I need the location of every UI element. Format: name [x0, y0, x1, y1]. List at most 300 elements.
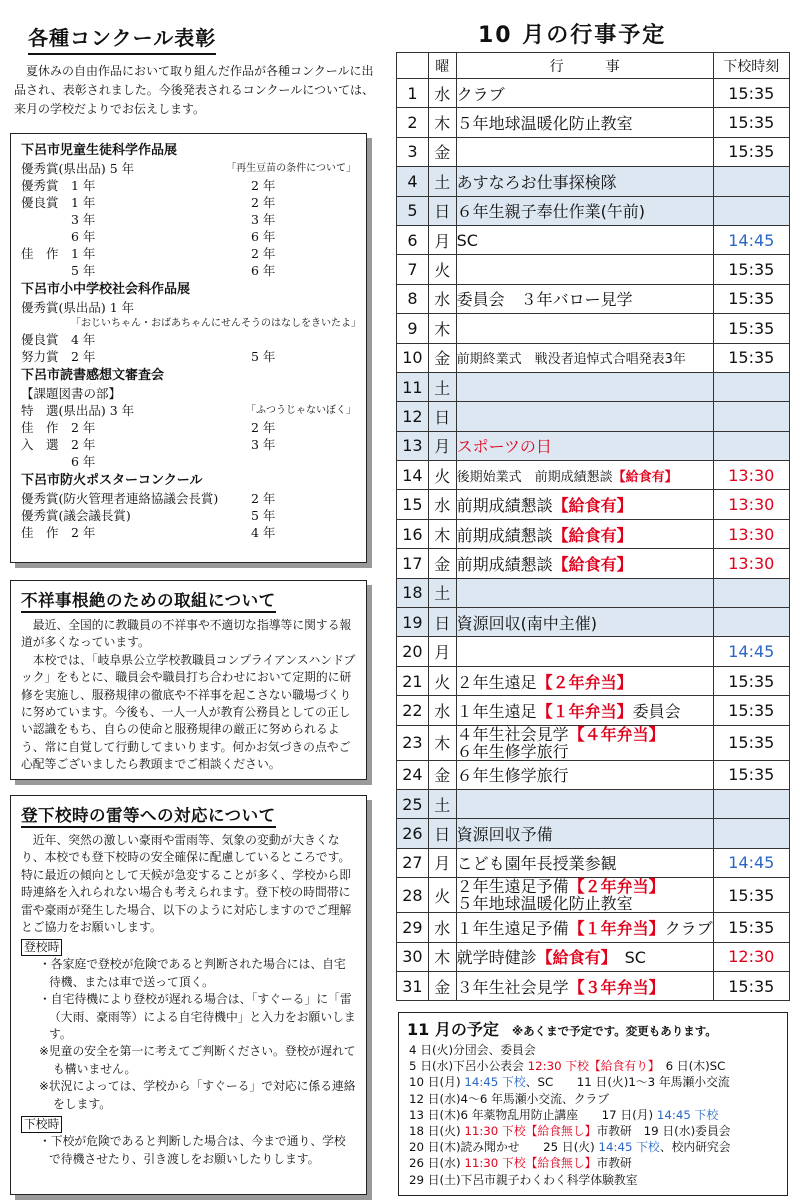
event-text: クラブ: [664, 918, 713, 938]
day-number: 31: [397, 971, 429, 1000]
award-entry: [141, 453, 251, 470]
event-cell: [456, 608, 713, 637]
event-line: [457, 743, 713, 760]
november-text: 10 日(月): [409, 1075, 465, 1090]
dismissal-time: 14:45: [713, 225, 789, 254]
award-entry: 佳 作 1 年: [21, 246, 96, 261]
november-item: [409, 1172, 779, 1188]
event-text: ６年生修学旅行: [456, 741, 569, 761]
day-number: 9: [397, 314, 429, 343]
award-row: [21, 160, 356, 177]
award-entry: 6 年: [251, 229, 276, 244]
weekday: 金: [428, 343, 456, 372]
weekday: 金: [428, 137, 456, 166]
november-item: [409, 1155, 779, 1171]
event-text: 【１年弁当】: [536, 701, 633, 721]
schedule-row: [397, 608, 790, 637]
event-cell: [456, 137, 713, 166]
november-text: 12:30 下校【給食有り】: [527, 1059, 654, 1074]
event-cell: [456, 696, 713, 725]
november-item: [409, 1123, 779, 1139]
event-text: ５年地球温暖化防止教室: [456, 894, 633, 914]
award-work-title: 「再生豆苗の条件について」: [226, 163, 356, 174]
award-row: [21, 245, 356, 262]
award-entry: 優秀賞(防火管理者連絡協議会長賞): [21, 491, 219, 506]
award-row: [21, 228, 356, 245]
award-row: [21, 490, 356, 507]
day-number: 14: [397, 461, 429, 490]
dismissal-time: 14:45: [713, 637, 789, 666]
event-text: ６年生修学旅行: [456, 766, 569, 786]
award-entry: 優秀賞 1 年: [21, 178, 96, 193]
november-text: 29 日(土)下呂市親子わくわく科学体験教室: [409, 1172, 638, 1187]
leaving-school-label: 下校時: [21, 1116, 62, 1133]
day-number: 29: [397, 913, 429, 942]
weekday: 月: [428, 225, 456, 254]
event-cell: [456, 372, 713, 401]
award-entry: 努力賞 2 年: [21, 349, 96, 364]
day-number: 28: [397, 878, 429, 913]
dismissal-time: [713, 578, 789, 607]
award-row: [21, 194, 356, 211]
award-row: [21, 436, 356, 453]
day-number: 25: [397, 789, 429, 818]
schedule-row: [397, 878, 790, 913]
november-text: 14:45 下校: [656, 1107, 719, 1122]
award-group-title: 下呂市小中学校社会科作品展: [21, 282, 191, 297]
header-event: 行 事: [456, 53, 713, 79]
schedule-row: [397, 913, 790, 942]
schedule-row: [397, 725, 790, 760]
award-entry: [141, 211, 251, 228]
awards-box: [10, 133, 367, 563]
schedule-row: [397, 637, 790, 666]
schedule-row: [397, 819, 790, 848]
schedule-row: [397, 848, 790, 877]
event-text: SC: [456, 230, 478, 250]
event-cell: [456, 666, 713, 695]
event-text: 前期終業式 戦没者追悼式合唱発表3年: [456, 352, 686, 368]
november-text: 11:30 下校【給食無し】: [464, 1124, 597, 1139]
event-text: ２年生遠足予備: [456, 877, 569, 897]
award-entry: [141, 299, 251, 316]
weekday: 木: [428, 519, 456, 548]
award-entry: 2 年: [251, 195, 276, 210]
schedule-row: [397, 284, 790, 313]
event-cell: [456, 431, 713, 460]
weekday: 日: [428, 402, 456, 431]
schedule-header-row: [397, 53, 790, 79]
dismissal-time: 15:35: [713, 255, 789, 284]
award-row: [21, 453, 356, 470]
thunder-title: 登下校時の雷等への対応について: [21, 802, 276, 828]
weekday: 金: [428, 971, 456, 1000]
event-text: 【４年弁当】: [568, 724, 665, 744]
event-text: SC: [608, 948, 646, 968]
day-number: 23: [397, 725, 429, 760]
event-cell: [456, 314, 713, 343]
day-number: 10: [397, 343, 429, 372]
november-text: 14:45 下校: [598, 1140, 660, 1155]
weekday: 金: [428, 549, 456, 578]
schedule-row: [397, 431, 790, 460]
award-entry: [141, 228, 251, 245]
event-text: 【２年弁当】: [536, 672, 633, 692]
weekday: 金: [428, 760, 456, 789]
event-text: ３年生社会見学: [456, 977, 569, 997]
schedule-table: [396, 52, 790, 1001]
award-work-title: 「ふつうじゃないぼく」: [246, 405, 356, 416]
day-number: 6: [397, 225, 429, 254]
november-text: 14:45 下校: [464, 1075, 526, 1090]
schedule-row: [397, 490, 790, 519]
event-text: １年生遠足予備: [456, 918, 569, 938]
day-number: 20: [397, 637, 429, 666]
award-row: [21, 262, 356, 279]
header-time: 下校時刻: [713, 53, 789, 79]
award-entry: [141, 507, 251, 524]
day-number: 13: [397, 431, 429, 460]
award-entry: 2 年: [251, 246, 276, 261]
event-cell: [456, 519, 713, 548]
award-row: [21, 299, 356, 316]
dismissal-time: [713, 196, 789, 225]
day-number: 4: [397, 167, 429, 196]
award-row: [21, 402, 356, 419]
event-text: １年生遠足: [456, 701, 537, 721]
award-entry: [141, 262, 251, 279]
event-cell: [456, 760, 713, 789]
event-text: 【給食有】: [612, 469, 678, 485]
schedule-row: [397, 578, 790, 607]
event-cell: [456, 225, 713, 254]
november-text: 12 日(水)4～6 年馬瀬小交流、クラブ: [409, 1091, 610, 1106]
november-item: [409, 1058, 779, 1074]
award-entry: 3 年: [21, 212, 96, 227]
award-row: [21, 348, 356, 365]
november-text: 市教研: [596, 1156, 632, 1171]
event-cell: [456, 913, 713, 942]
dismissal-time: 15:35: [713, 314, 789, 343]
day-number: 19: [397, 608, 429, 637]
dismissal-time: [713, 819, 789, 848]
event-text: ５年地球温暖化防止教室: [456, 114, 633, 134]
award-work-title: 「おじいちゃん・おばあちゃんにせんそうのはなしをきいたよ」: [71, 318, 361, 329]
schedule-row: [397, 108, 790, 137]
event-text: 前期成績懇談: [456, 554, 553, 574]
dismissal-time: 13:30: [713, 519, 789, 548]
weekday: 日: [428, 196, 456, 225]
november-text: 市教研 19 日(水)委員会: [596, 1124, 731, 1139]
event-cell: [456, 490, 713, 519]
day-number: 1: [397, 79, 429, 108]
award-entry: 優秀賞(県出品) 1 年: [21, 300, 135, 315]
dismissal-time: 15:35: [713, 284, 789, 313]
weekday: 水: [428, 913, 456, 942]
day-number: 16: [397, 519, 429, 548]
november-text: 18 日(火): [409, 1124, 465, 1139]
day-number: 7: [397, 255, 429, 284]
event-text: 【２年弁当】: [568, 877, 665, 897]
contest-title: 各種コンクール表彰: [28, 22, 216, 55]
note-item: ※児童の安全を第一に考えてご判断ください。登校が遅れても構いません。: [39, 1044, 356, 1076]
event-cell: [456, 725, 713, 760]
award-entry: 5 年: [251, 349, 276, 364]
award-entry: 6 年: [21, 454, 96, 469]
weekday: 木: [428, 108, 456, 137]
award-entry: 優良賞 4 年: [21, 332, 96, 347]
event-cell: [456, 79, 713, 108]
november-text: 13 日(木)6 年薬物乱用防止講座 17 日(月): [409, 1107, 657, 1122]
day-number: 12: [397, 402, 429, 431]
event-text: ４年生社会見学: [456, 724, 569, 744]
award-entry: [141, 436, 251, 453]
november-text: 6 日(木)SC: [653, 1059, 726, 1074]
award-entry: 特 選(県出品) 3 年: [21, 403, 135, 418]
event-cell: [456, 196, 713, 225]
award-row: [21, 507, 356, 524]
november-item: [409, 1091, 779, 1107]
award-entry: 佳 作 2 年: [21, 525, 96, 540]
award-entry: [251, 331, 356, 348]
day-number: 26: [397, 819, 429, 848]
event-text: ２年生遠足: [456, 672, 537, 692]
event-cell: [456, 971, 713, 1000]
dismissal-time: 15:35: [713, 108, 789, 137]
event-text: 【３年弁当】: [568, 977, 665, 997]
misconduct-title: 不祥事根絶のための取組について: [21, 587, 276, 613]
award-entry: [138, 402, 246, 419]
dismissal-time: 15:35: [713, 725, 789, 760]
award-row: [21, 385, 356, 402]
award-entry: 2 年: [251, 491, 276, 506]
schedule-row: [397, 167, 790, 196]
dismissal-time: 15:35: [713, 137, 789, 166]
november-note: ※あくまで予定です。変更もあります。: [511, 1024, 717, 1038]
event-text: 【給食有】: [536, 948, 609, 968]
day-number: 30: [397, 942, 429, 971]
award-row: [21, 331, 356, 348]
november-item: [409, 1074, 779, 1090]
dismissal-time: 13:30: [713, 461, 789, 490]
event-cell: [456, 848, 713, 877]
award-row: [21, 524, 356, 541]
schedule-row: [397, 666, 790, 695]
weekday: 月: [428, 431, 456, 460]
event-cell: [456, 461, 713, 490]
dismissal-time: 15:35: [713, 343, 789, 372]
award-entry: [141, 331, 251, 348]
award-entry: 6 年: [251, 263, 276, 278]
schedule-row: [397, 255, 790, 284]
dismissal-time: [713, 608, 789, 637]
weekday: 火: [428, 461, 456, 490]
event-text: ６年生親子奉仕作業(午前): [456, 202, 646, 222]
event-line: [457, 726, 713, 743]
november-item: [409, 1107, 779, 1123]
weekday: 土: [428, 372, 456, 401]
dismissal-time: [713, 431, 789, 460]
weekday: 火: [428, 666, 456, 695]
award-entry: [141, 177, 251, 194]
schedule-row: [397, 461, 790, 490]
misconduct-box: [10, 580, 367, 780]
thunder-box: [10, 795, 367, 1195]
dismissal-time: 12:30: [713, 942, 789, 971]
day-number: 18: [397, 578, 429, 607]
award-entry: [141, 385, 251, 402]
november-text: 、SC 11 日(火)1～3 年馬瀬小交流: [525, 1075, 730, 1090]
schedule-row: [397, 79, 790, 108]
schedule-row: [397, 549, 790, 578]
thunder-paragraph: 近年、突然の激しい豪雨や雷雨等、気象の変動が大きくなり、本校でも登下校時の安全確保に配慮しているところです。特に最近の傾向として天候が急変することが多く、学校から即時連絡を入れられない場合も考えられます。登下校の時間帯に雷や豪雨が発生した場合、以下のように対応しますのでご理解とご協力をお願いします。: [21, 833, 352, 935]
award-entry: 5 年: [21, 263, 96, 278]
note-item: ※状況によっては、学校から「すぐーる」で対応に係る連絡をします。: [39, 1079, 356, 1111]
dismissal-time: 15:35: [713, 878, 789, 913]
event-text: 前期成績懇談: [456, 496, 553, 516]
event-cell: [456, 402, 713, 431]
bullet-item: ・各家庭で登校が危険であると判断された場合には、自宅待機、または車で送って頂く。: [39, 957, 346, 989]
misconduct-paragraph: 最近、全国的に教職員の不祥事や不適切な指導等に関する報道が多くなっています。: [21, 618, 352, 650]
weekday: 土: [428, 578, 456, 607]
award-entry: [141, 419, 251, 436]
november-text: 20 日(木)読み聞かせ 25 日(火): [409, 1140, 599, 1155]
contest-intro: 夏休みの自由作品において取り組んだ作品が各種コンクールに出品され、表彰されました。今後発表されるコンクールについては、来月の学校だよりでお伝えします。: [14, 64, 375, 116]
award-row: [21, 177, 356, 194]
november-item: [409, 1042, 779, 1058]
weekday: 木: [428, 725, 456, 760]
day-number: 27: [397, 848, 429, 877]
dismissal-time: [713, 402, 789, 431]
award-entry: 3 年: [251, 212, 276, 227]
schedule-row: [397, 343, 790, 372]
event-text: 後期始業式 前期成績懇談: [456, 469, 613, 485]
event-cell: [456, 819, 713, 848]
event-text: あすなろお仕事探検隊: [456, 172, 617, 192]
award-entry: [251, 385, 356, 402]
weekday: 水: [428, 79, 456, 108]
event-cell: [456, 343, 713, 372]
event-text: 【給食有】: [552, 554, 633, 574]
award-group-title: 下呂市防火ポスターコンクール: [21, 473, 203, 488]
header-weekday: 曜: [428, 53, 456, 79]
award-entry: 2 年: [251, 420, 276, 435]
dismissal-time: 15:35: [713, 666, 789, 695]
november-title: 11 月の予定: [407, 1020, 499, 1039]
day-number: 3: [397, 137, 429, 166]
award-entry: 5 年: [251, 508, 276, 523]
event-text: 【１年弁当】: [568, 918, 665, 938]
november-text: 11:30 下校【給食無し】: [464, 1156, 597, 1171]
award-entry: 優良賞 1 年: [21, 195, 96, 210]
day-number: 15: [397, 490, 429, 519]
award-entry: 佳 作 2 年: [21, 420, 96, 435]
weekday: 木: [428, 314, 456, 343]
dismissal-time: 15:35: [713, 79, 789, 108]
event-cell: [456, 878, 713, 913]
bullet-item: ・自宅待機により登校が遅れる場合は、「すぐーる」に「雷（大雨、豪雨等）による自宅待機中」と入力をお願いします。: [39, 992, 356, 1042]
event-cell: [456, 549, 713, 578]
schedule-row: [397, 225, 790, 254]
event-text: スポーツの日: [456, 437, 552, 457]
dismissal-time: [713, 789, 789, 818]
dismissal-time: 13:30: [713, 549, 789, 578]
event-cell: [456, 942, 713, 971]
award-entry: 入 選 2 年: [21, 437, 96, 452]
november-item: [409, 1139, 779, 1155]
award-entry: [141, 194, 251, 211]
award-row: [21, 419, 356, 436]
schedule-row: [397, 196, 790, 225]
award-entry: [251, 453, 356, 470]
day-number: 11: [397, 372, 429, 401]
award-entry: 【課題図書の部】: [21, 386, 122, 401]
schedule-row: [397, 519, 790, 548]
award-entry: [134, 160, 226, 177]
day-number: 5: [397, 196, 429, 225]
weekday: 木: [428, 942, 456, 971]
event-text: 資源回収(南中主催): [456, 613, 598, 633]
schedule-row: [397, 137, 790, 166]
award-entry: 6 年: [21, 229, 96, 244]
day-number: 8: [397, 284, 429, 313]
weekday: 日: [428, 819, 456, 848]
weekday: 土: [428, 789, 456, 818]
november-text: 5 日(水)下呂小公表会: [409, 1059, 528, 1074]
day-number: 24: [397, 760, 429, 789]
day-number: 21: [397, 666, 429, 695]
award-row: [21, 211, 356, 228]
event-cell: [456, 284, 713, 313]
schedule-row: [397, 971, 790, 1000]
weekday: 火: [428, 255, 456, 284]
weekday: 土: [428, 167, 456, 196]
november-text: 26 日(水): [409, 1156, 465, 1171]
weekday: 月: [428, 848, 456, 877]
award-group-title: 下呂市児童生徒科学作品展: [21, 143, 178, 158]
event-cell: [456, 578, 713, 607]
award-entry: 4 年: [251, 525, 276, 540]
dismissal-time: 15:35: [713, 696, 789, 725]
schedule-row: [397, 789, 790, 818]
going-to-school-label: 登校時: [21, 939, 62, 956]
november-lines: [407, 1042, 779, 1188]
weekday: 水: [428, 490, 456, 519]
event-text: 資源回収予備: [456, 825, 553, 845]
dismissal-time: [713, 167, 789, 196]
weekday: 火: [428, 878, 456, 913]
event-line: [457, 895, 713, 912]
event-cell: [456, 167, 713, 196]
event-text: 【給食有】: [552, 496, 633, 516]
award-entry: [251, 299, 356, 316]
award-entry: 2 年: [251, 178, 276, 193]
award-entry: 優秀賞(議会議長賞): [21, 508, 131, 523]
dismissal-time: 15:35: [713, 760, 789, 789]
november-box: [398, 1012, 788, 1196]
day-number: 22: [397, 696, 429, 725]
award-entry: [141, 245, 251, 262]
november-text: 4 日(火)分団会、委員会: [409, 1043, 536, 1057]
misconduct-paragraph: 本校では、「岐阜県公立学校教職員コンプライアンスハンドブック」をもとに、職員会や職員打ち合わせにおいて定期的に研修を実施し、服務規律の徹底や不祥事を起こさない職場づくりに努めています。今後も、一人一人が教育公務員としての正しい認識をもち、自らの使命と服務規律の厳正に努められるよう、常に自覚して行動してまいります。何かお気づきの点やご心配等ございましたら教頭までご相談ください。: [21, 652, 356, 772]
dismissal-time: 13:30: [713, 490, 789, 519]
schedule-row: [397, 372, 790, 401]
bullet-item: ・下校が危険であると判断した場合は、今まで通り、学校で待機させたり、引き渡しをお願いしたりします。: [39, 1134, 346, 1166]
dismissal-time: 14:45: [713, 848, 789, 877]
event-text: 委員会 ３年バロー見学: [456, 290, 633, 310]
schedule-title: 10 月の行事予定: [478, 23, 667, 48]
event-text: クラブ: [456, 84, 505, 104]
